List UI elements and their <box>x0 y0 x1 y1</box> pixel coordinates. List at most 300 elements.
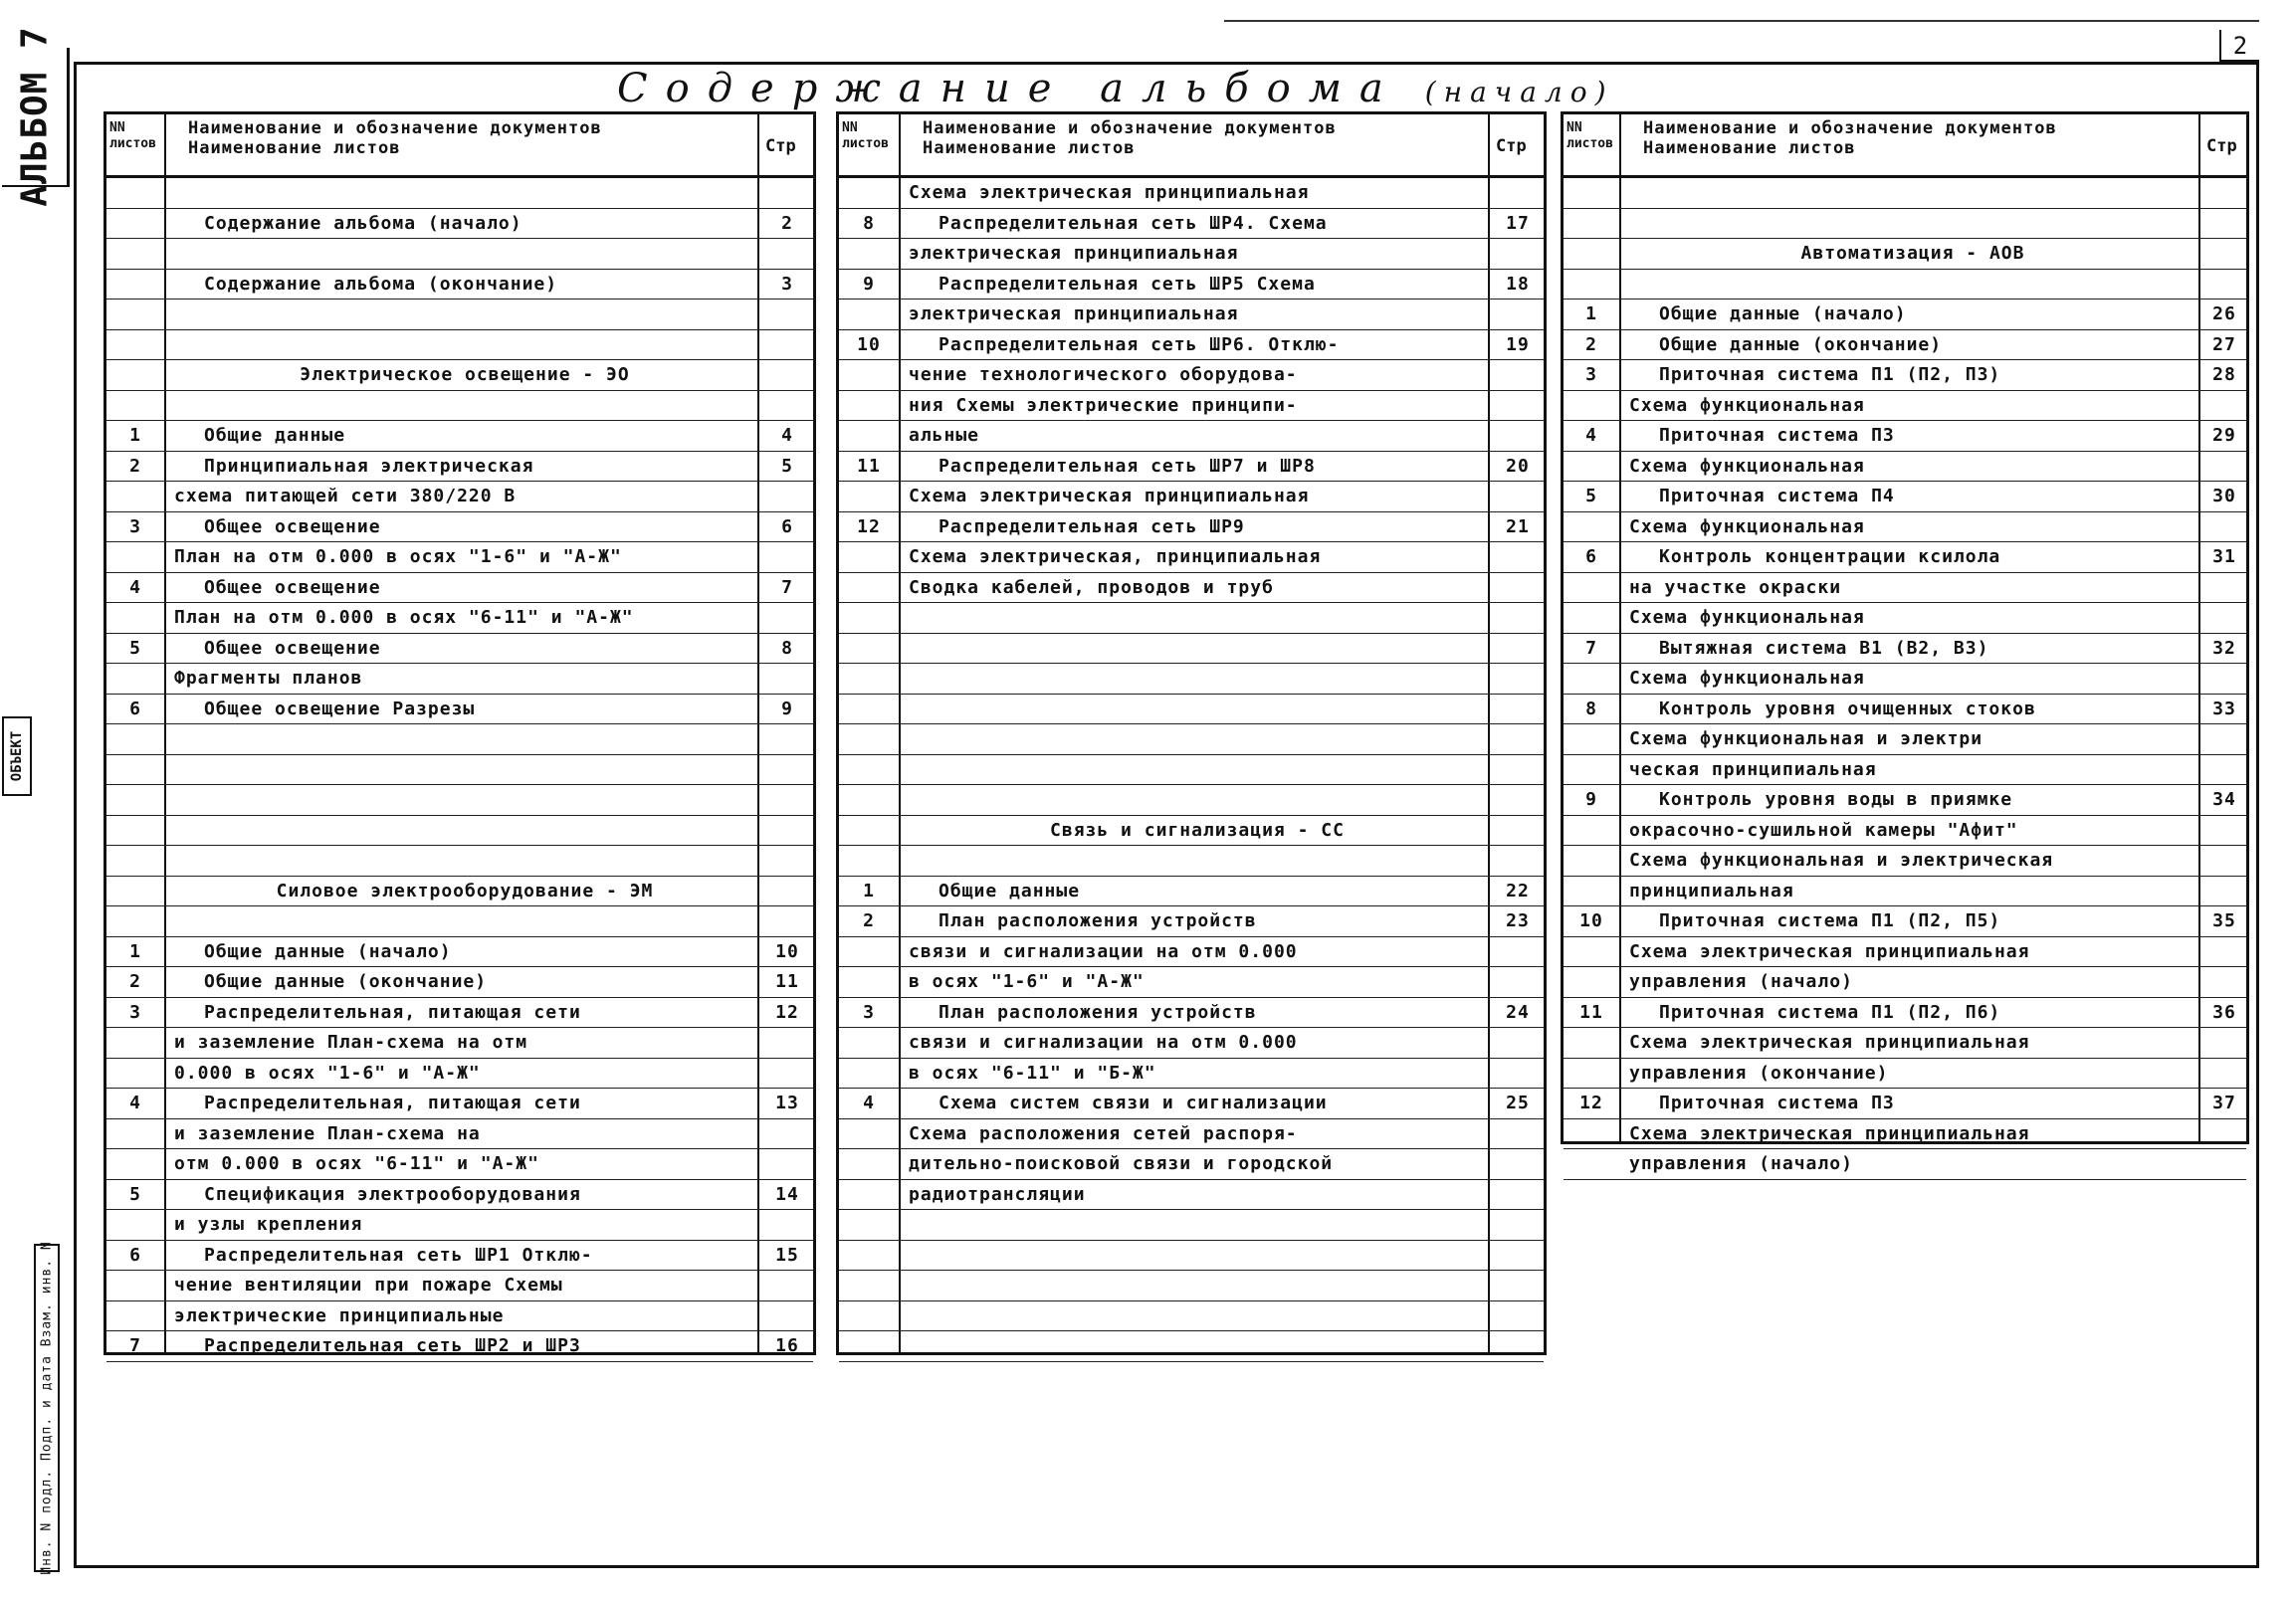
row-title: электрические принципиальные <box>174 1304 505 1326</box>
table-row <box>1564 178 2246 209</box>
table-row <box>106 967 813 998</box>
header-name-line2: Наименование листов <box>923 138 1136 158</box>
row-sheet-no: 5 <box>129 637 141 659</box>
table-row <box>1564 391 2246 422</box>
row-page <box>1490 239 1546 269</box>
row-page <box>2200 664 2248 694</box>
table-row <box>106 785 813 816</box>
row-title: в осях "1-6" и "А-Ж" <box>909 971 1145 992</box>
row-title: Сводка кабелей, проводов и труб <box>909 576 1274 598</box>
row-page <box>1490 724 1546 754</box>
table-row <box>1564 1119 2246 1150</box>
row-sheet-no <box>839 239 899 269</box>
row-sheet-no: 3 <box>129 515 141 537</box>
signature-stamp-box <box>34 1241 60 1575</box>
row-sheet-no: 5 <box>129 1183 141 1205</box>
row-title: Схема функциональная <box>1629 515 1865 537</box>
row-page: 8 <box>781 637 793 659</box>
row-page: 11 <box>775 971 799 992</box>
row-page: 16 <box>775 1335 799 1356</box>
row-title: 0.000 в осях "1-6" и "А-Ж" <box>174 1062 481 1084</box>
table-row <box>839 1331 1544 1362</box>
header-name <box>923 118 1337 158</box>
row-page <box>2200 452 2248 482</box>
row-sheet-no <box>106 816 164 846</box>
row-sheet-no <box>1564 724 1619 754</box>
row-page <box>2200 603 2248 633</box>
row-page <box>2200 967 2248 997</box>
header-page: Стр <box>2206 136 2237 156</box>
row-page <box>759 664 815 694</box>
table-row <box>1564 755 2246 786</box>
row-title: Контроль концентрации ксилола <box>1659 546 2001 567</box>
table-row <box>106 1089 813 1119</box>
table-row <box>1564 239 2246 270</box>
row-sheet-no <box>1564 209 1619 239</box>
row-page: 30 <box>2212 486 2236 506</box>
row-page <box>1490 755 1546 785</box>
row-page <box>1490 542 1546 572</box>
signature-stamp: Инв. N подл. Подп. и дата Взам. инв. N <box>39 1241 55 1575</box>
table-row <box>106 1241 813 1272</box>
table-row <box>1564 209 2246 240</box>
row-title <box>1629 270 2196 300</box>
header-sheet-no: NN листов <box>109 120 156 151</box>
row-sheet-no <box>839 1028 899 1058</box>
row-sheet-no <box>106 1210 164 1240</box>
row-page: 35 <box>2212 910 2236 931</box>
table-row <box>839 270 1544 300</box>
row-page <box>1490 1271 1546 1300</box>
row-title <box>909 1301 1486 1331</box>
table-row <box>1564 421 2246 452</box>
row-title: Контроль уровня воды в приямке <box>1659 789 2013 810</box>
row-sheet-no <box>106 664 164 694</box>
table-row <box>1564 937 2246 968</box>
row-page <box>1490 846 1546 876</box>
table-row <box>106 846 813 877</box>
row-page <box>1490 634 1546 664</box>
row-sheet-no: 4 <box>1585 425 1597 446</box>
table-row <box>839 1180 1544 1211</box>
row-title: Распределительная сеть ШР7 и ШР8 <box>939 455 1316 477</box>
row-title: Общие данные (окончание) <box>1659 333 1943 355</box>
row-page: 14 <box>775 1183 799 1205</box>
row-title: Схема электрическая принципиальная <box>1629 940 2030 962</box>
row-title: и заземление План-схема на <box>174 1122 481 1144</box>
table-row <box>839 785 1544 816</box>
table-row <box>1564 330 2246 361</box>
row-page: 32 <box>2212 637 2236 659</box>
row-sheet-no: 11 <box>857 455 881 477</box>
row-title: Распределительная сеть ШР1 Отклю- <box>204 1244 593 1266</box>
header-name <box>1643 118 2057 158</box>
row-sheet-no <box>106 877 164 906</box>
row-sheet-no <box>1564 512 1619 542</box>
row-title <box>174 846 755 876</box>
row-title <box>909 634 1486 664</box>
row-title <box>174 178 755 208</box>
row-page: 20 <box>1506 455 1530 477</box>
row-sheet-no: 5 <box>1585 486 1597 506</box>
row-title <box>1629 178 2196 208</box>
table-row <box>106 724 813 755</box>
row-page <box>1490 178 1546 208</box>
row-sheet-no <box>1564 967 1619 997</box>
row-title: Спецификация электрооборудования <box>204 1183 581 1205</box>
row-sheet-no: 11 <box>1579 1001 1603 1023</box>
row-page <box>2200 816 2248 846</box>
table-row <box>1564 270 2246 300</box>
row-title <box>909 724 1486 754</box>
table-row <box>106 300 813 330</box>
table-row <box>106 1271 813 1301</box>
row-title: Общие данные <box>204 425 346 446</box>
row-page <box>759 816 815 846</box>
row-title: схема питающей сети 380/220 В <box>174 486 517 506</box>
row-sheet-no <box>1564 603 1619 633</box>
table-row <box>1564 542 2246 573</box>
table-row <box>106 634 813 665</box>
row-page <box>1490 967 1546 997</box>
row-sheet-no <box>839 603 899 633</box>
row-page: 4 <box>781 425 793 446</box>
row-page: 25 <box>1506 1093 1530 1113</box>
title-sub: (начало) <box>1424 76 1614 108</box>
row-page <box>1490 391 1546 421</box>
row-title: радиотрансляции <box>909 1183 1086 1205</box>
row-page: 34 <box>2212 789 2236 810</box>
row-sheet-no: 9 <box>1585 789 1597 810</box>
row-title: Схема функциональная <box>1629 607 1865 628</box>
table-body <box>1564 178 2246 1180</box>
row-title: Схема электрическая, принципиальная <box>909 546 1322 567</box>
row-title: Распределительная сеть ШР9 <box>939 515 1245 537</box>
row-title: чение вентиляции при пожаре Схемы <box>174 1275 563 1296</box>
row-sheet-no <box>1564 1149 1619 1179</box>
row-title: План расположения устройств <box>939 910 1257 931</box>
header-name-line1: Наименование и обозначение документов <box>188 118 602 138</box>
row-title: Общие данные (начало) <box>204 940 452 962</box>
header-sheet-no: NN листов <box>1566 120 1613 151</box>
row-page: 7 <box>781 576 793 598</box>
row-title: Схема электрическая принципиальная <box>1629 1122 2030 1144</box>
table-row <box>106 330 813 361</box>
row-sheet-no <box>106 603 164 633</box>
row-page <box>2200 270 2248 300</box>
row-sheet-no <box>839 1210 899 1240</box>
row-page <box>2200 1028 2248 1058</box>
row-title: Распределительная сеть ШР5 Схема <box>939 273 1316 295</box>
table-header <box>1564 114 2246 178</box>
row-title: Распределительная, питающая сети <box>204 1001 581 1023</box>
row-title: Распределительная сеть ШР2 и ШР3 <box>204 1335 581 1356</box>
row-page <box>759 178 815 208</box>
header-name-line2: Наименование листов <box>188 138 401 158</box>
row-sheet-no <box>1564 573 1619 603</box>
row-title: отм 0.000 в осях "6-11" и "А-Ж" <box>174 1153 539 1174</box>
row-sheet-no <box>1564 239 1619 269</box>
row-sheet-no <box>106 724 164 754</box>
row-title: электрическая принципиальная <box>909 243 1239 264</box>
row-title <box>909 695 1486 724</box>
row-sheet-no <box>839 695 899 724</box>
row-sheet-no <box>839 360 899 390</box>
table-row <box>106 239 813 270</box>
row-title: и заземление План-схема на отм <box>174 1032 528 1053</box>
row-sheet-no <box>839 1059 899 1089</box>
row-sheet-no <box>106 209 164 239</box>
table-row <box>1564 906 2246 937</box>
row-sheet-no: 12 <box>1579 1093 1603 1113</box>
row-title: Общие данные (начало) <box>1659 303 1907 324</box>
row-title: Приточная система П3 <box>1659 425 1895 446</box>
table-header <box>106 114 813 178</box>
table-row <box>1564 634 2246 665</box>
row-title: План на отм 0.000 в осях "1-6" и "А-Ж" <box>174 546 622 567</box>
row-title: чение технологического оборудова- <box>909 364 1298 385</box>
title-main: Содержание альбома <box>617 66 1401 111</box>
row-sheet-no: 3 <box>1585 364 1597 385</box>
table-row <box>1564 664 2246 695</box>
row-sheet-no <box>106 755 164 785</box>
row-sheet-no <box>839 1119 899 1149</box>
row-page <box>2200 877 2248 906</box>
row-page <box>1490 1241 1546 1271</box>
table-row <box>106 755 813 786</box>
row-page <box>1490 664 1546 694</box>
row-page <box>759 542 815 572</box>
row-sheet-no <box>1564 1028 1619 1058</box>
table-row <box>106 178 813 209</box>
row-title: Общее освещение <box>204 637 381 659</box>
row-page: 10 <box>775 940 799 962</box>
row-sheet-no <box>839 634 899 664</box>
table-row <box>839 512 1544 543</box>
row-sheet-no <box>106 270 164 300</box>
table-row <box>106 270 813 300</box>
table-row <box>1564 512 2246 543</box>
table-row <box>106 937 813 968</box>
row-title: Содержание альбома (начало) <box>204 212 522 234</box>
row-sheet-no <box>1564 877 1619 906</box>
row-title <box>909 1241 1486 1271</box>
row-title: Приточная система П1 (П2, П3) <box>1659 364 2001 385</box>
row-sheet-no <box>106 330 164 360</box>
row-title <box>174 816 755 846</box>
row-page <box>759 1210 815 1240</box>
row-title: Связь и сигнализация - СС <box>1050 819 1345 841</box>
table-row <box>106 816 813 847</box>
row-title: принципиальная <box>1629 880 1794 901</box>
row-page <box>1490 1210 1546 1240</box>
table-row <box>1564 998 2246 1029</box>
row-title: Схема функциональная <box>1629 394 1865 416</box>
row-title: Принципиальная электрическая <box>204 455 534 477</box>
row-page <box>1490 695 1546 724</box>
table-row <box>839 664 1544 695</box>
header-name-line1: Наименование и обозначение документов <box>1643 118 2057 138</box>
row-page <box>2200 937 2248 967</box>
row-sheet-no: 6 <box>1585 546 1597 567</box>
table-row <box>106 603 813 634</box>
header-page: Стр <box>1496 136 1527 156</box>
row-title <box>174 724 755 754</box>
row-page <box>1490 1180 1546 1210</box>
table-row <box>839 1119 1544 1150</box>
table-row <box>106 877 813 907</box>
row-title: управления (окончание) <box>1629 1062 1889 1084</box>
row-title: Силовое электрооборудование - ЭМ <box>276 880 654 901</box>
row-title <box>174 391 755 421</box>
table-row <box>106 695 813 725</box>
table-row <box>839 906 1544 937</box>
row-page: 3 <box>781 273 793 295</box>
row-title: Фрагменты планов <box>174 668 363 689</box>
row-sheet-no <box>839 816 899 846</box>
row-sheet-no <box>106 360 164 390</box>
table-row <box>839 877 1544 907</box>
row-title: окрасочно-сушильной камеры "Афит" <box>1629 819 2018 841</box>
table-row <box>839 816 1544 847</box>
row-page: 24 <box>1506 1001 1530 1023</box>
row-title: Общее освещение Разрезы <box>204 698 476 719</box>
table-row <box>1564 967 2246 998</box>
row-page <box>2200 724 2248 754</box>
table-row <box>839 724 1544 755</box>
table-row <box>106 452 813 483</box>
row-title: Схема систем связи и сигнализации <box>939 1093 1328 1113</box>
table-row <box>839 755 1544 786</box>
row-title <box>909 755 1486 785</box>
row-title: Схема электрическая принципиальная <box>909 486 1310 506</box>
row-title: Приточная система П1 (П2, П6) <box>1659 1001 2001 1023</box>
row-page <box>759 877 815 906</box>
row-page <box>759 1149 815 1179</box>
row-page <box>1490 816 1546 846</box>
row-sheet-no <box>839 1331 899 1361</box>
row-page <box>2200 846 2248 876</box>
table-body <box>839 178 1544 1362</box>
row-page <box>759 300 815 329</box>
row-page: 37 <box>2212 1093 2236 1113</box>
row-sheet-no <box>1564 1119 1619 1149</box>
row-title: дительно-поисковой связи и городской <box>909 1153 1334 1174</box>
row-page <box>759 330 815 360</box>
row-title: Приточная система П1 (П2, П5) <box>1659 910 2001 931</box>
table-row <box>106 1059 813 1090</box>
row-page <box>759 239 815 269</box>
row-sheet-no: 4 <box>129 1093 141 1113</box>
table-row <box>1564 300 2246 330</box>
row-page <box>1490 1119 1546 1149</box>
table-row <box>839 634 1544 665</box>
row-sheet-no <box>1564 452 1619 482</box>
row-title: Схема электрическая принципиальная <box>1629 1032 2030 1053</box>
row-page: 18 <box>1506 273 1530 295</box>
table-row <box>839 209 1544 240</box>
row-title <box>174 330 755 360</box>
row-sheet-no: 1 <box>1585 303 1597 324</box>
table-header <box>839 114 1544 178</box>
table-row <box>106 1119 813 1150</box>
row-title: ческая принципиальная <box>1629 758 1877 780</box>
row-title: План на отм 0.000 в осях "6-11" и "А-Ж" <box>174 607 634 628</box>
row-sheet-no: 6 <box>129 1244 141 1266</box>
contents-table-3 <box>1561 111 2249 1174</box>
table-row <box>839 421 1544 452</box>
table-row <box>106 1149 813 1180</box>
row-title: управления (начало) <box>1629 1153 1853 1174</box>
row-sheet-no <box>106 482 164 511</box>
row-sheet-no <box>106 1301 164 1331</box>
row-sheet-no <box>106 542 164 572</box>
row-sheet-no <box>106 1028 164 1058</box>
row-page: 17 <box>1506 212 1530 234</box>
row-sheet-no <box>839 724 899 754</box>
row-page: 9 <box>781 698 793 719</box>
row-title: ния Схемы электрические принципи- <box>909 394 1298 416</box>
row-sheet-no: 2 <box>863 910 875 931</box>
row-sheet-no: 7 <box>129 1335 141 1356</box>
row-title: Общие данные <box>939 880 1081 901</box>
table-row <box>1564 1149 2246 1180</box>
header-name <box>188 118 602 158</box>
row-sheet-no <box>839 178 899 208</box>
row-page: 29 <box>2212 425 2236 446</box>
row-sheet-no <box>106 178 164 208</box>
table-row <box>839 573 1544 604</box>
row-page <box>1490 1028 1546 1058</box>
page-title <box>617 66 1692 111</box>
row-page: 12 <box>775 1001 799 1023</box>
object-stamp-box <box>2 716 32 796</box>
table-row <box>839 542 1544 573</box>
header-page: Стр <box>765 136 796 156</box>
row-page <box>2200 178 2248 208</box>
table-row <box>106 482 813 512</box>
row-page <box>759 724 815 754</box>
row-sheet-no <box>839 1301 899 1331</box>
row-page: 2 <box>781 212 793 234</box>
table-row <box>839 967 1544 998</box>
row-title: Приточная система П4 <box>1659 486 1895 506</box>
row-title: альные <box>909 425 980 446</box>
row-page <box>759 1059 815 1089</box>
row-page <box>759 360 815 390</box>
table-row <box>106 209 813 240</box>
row-page <box>2200 1119 2248 1149</box>
table-row <box>839 482 1544 512</box>
table-row <box>106 1210 813 1241</box>
row-sheet-no <box>1564 755 1619 785</box>
row-page: 21 <box>1506 515 1530 537</box>
row-sheet-no: 4 <box>129 576 141 598</box>
row-sheet-no <box>106 1149 164 1179</box>
row-page: 33 <box>2212 698 2236 719</box>
table-row <box>106 542 813 573</box>
row-sheet-no <box>106 785 164 815</box>
row-page <box>2200 239 2248 269</box>
row-page: 28 <box>2212 364 2236 385</box>
row-page <box>759 1271 815 1300</box>
row-page <box>2200 209 2248 239</box>
row-sheet-no <box>1564 816 1619 846</box>
row-page <box>1490 1301 1546 1331</box>
table-row <box>106 1028 813 1059</box>
row-page <box>2200 1149 2248 1179</box>
table-row <box>1564 603 2246 634</box>
